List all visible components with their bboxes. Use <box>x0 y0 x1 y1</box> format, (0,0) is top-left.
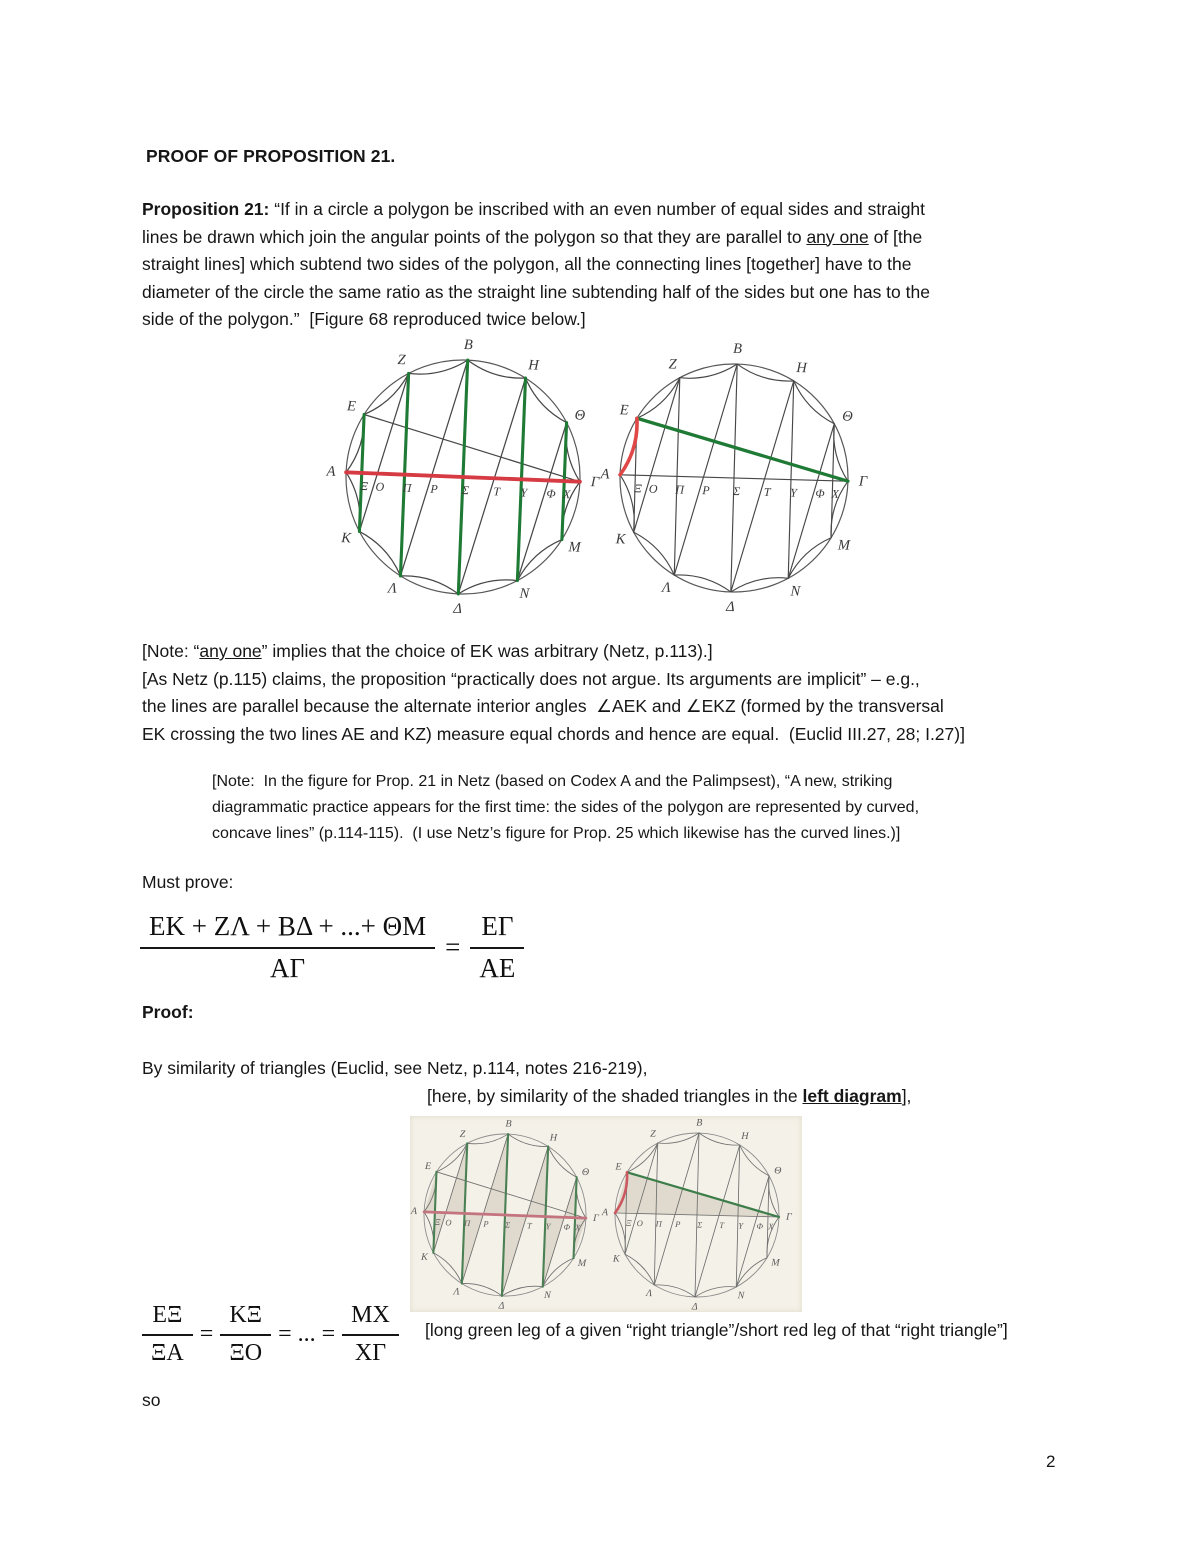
svg-text:E: E <box>619 402 629 419</box>
page-title: PROOF OF PROPOSITION 21. <box>146 146 396 166</box>
svg-text:Φ: Φ <box>815 486 825 501</box>
proposition-line: side of the polygon.” [Figure 68 reproduced twice below.] <box>142 309 586 330</box>
svg-text:B: B <box>463 336 474 354</box>
svg-text:Ξ: Ξ <box>625 1217 632 1228</box>
ratio-chain-equation <box>142 1301 399 1368</box>
svg-text:H: H <box>741 1130 749 1143</box>
svg-text:O: O <box>375 479 385 494</box>
note-paragraph <box>142 638 965 748</box>
svg-text:T: T <box>719 1220 725 1231</box>
svg-text:Σ: Σ <box>461 482 470 498</box>
fraction-denominator: ΧΓ <box>342 1334 399 1368</box>
svg-text:Z: Z <box>668 356 677 373</box>
fraction-denominator: ΑΕ <box>470 947 524 985</box>
svg-text:B: B <box>696 1117 703 1129</box>
svg-text:T: T <box>526 1220 532 1231</box>
fraction <box>220 1301 271 1368</box>
proposition-paragraph <box>142 196 930 334</box>
svg-text:Θ: Θ <box>581 1166 590 1179</box>
fraction <box>142 1301 193 1368</box>
svg-text:Y: Y <box>545 1221 551 1232</box>
svg-text:E: E <box>346 398 357 415</box>
svg-text:Σ: Σ <box>697 1219 703 1230</box>
svg-text:X: X <box>562 487 571 502</box>
page-number: 2 <box>1046 1452 1056 1471</box>
proof-label: Proof: <box>142 1002 194 1022</box>
so-label: so <box>142 1390 161 1410</box>
svg-text:M: M <box>771 1257 780 1269</box>
fraction-numerator: ΚΞ <box>229 1302 263 1328</box>
svg-text:X: X <box>831 486 840 501</box>
proposition-line: Proposition 21: “If in a circle a polygon be inscribed with an even number of equal sides and straight <box>142 199 926 219</box>
svg-text:Z: Z <box>650 1128 656 1140</box>
svg-text:K: K <box>615 531 626 548</box>
svg-text:Π: Π <box>675 482 685 497</box>
svg-text:Φ: Φ <box>563 1221 571 1233</box>
fraction-numerator: ΕΚ + ΖΛ + ΒΔ + ...+ ΘΜ <box>149 911 427 941</box>
svg-text:Λ: Λ <box>645 1287 653 1300</box>
svg-text:M: M <box>568 539 581 556</box>
svg-text:E: E <box>615 1161 622 1173</box>
svg-text:Δ: Δ <box>453 600 463 618</box>
underlined-any-one: any one <box>806 226 869 247</box>
svg-text:O: O <box>648 481 658 496</box>
svg-text:Δ: Δ <box>725 598 735 616</box>
figure-68-lower-left-shaded <box>410 1118 600 1312</box>
svg-text:Π: Π <box>402 480 412 495</box>
svg-text:Σ: Σ <box>504 1219 511 1230</box>
fraction <box>342 1301 399 1368</box>
note-line: concave lines” (p.114-115). (I use Netz’s figure for Prop. 25 which likewise has the curved lines.)] <box>212 824 901 842</box>
svg-text:X: X <box>574 1222 581 1233</box>
note-line: [Note: “any one” implies that the choice of EK was arbitrary (Netz, p.113).] <box>142 641 713 661</box>
svg-text:Λ: Λ <box>387 580 398 597</box>
indented-note-paragraph <box>212 769 919 846</box>
svg-text:Θ: Θ <box>774 1165 782 1177</box>
fraction-numerator: ΕΞ <box>152 1302 183 1328</box>
proposition-line: straight lines] which subtend two sides of the polygon, all the connecting lines [together] have to the <box>142 254 912 275</box>
svg-text:P: P <box>702 483 710 498</box>
svg-text:H: H <box>527 357 540 374</box>
fraction-numerator: ΕΓ <box>481 911 514 941</box>
svg-text:Y: Y <box>520 485 528 500</box>
note-line: [Note: In the figure for Prop. 21 in Netz (based on Codex A and the Palimpsest), “A new, striking <box>212 773 893 790</box>
note-line: [As Netz (p.115) claims, the proposition “practically does not argue. Its arguments are implicit” – e.g., <box>142 668 920 689</box>
must-prove-label: Must prove: <box>142 872 234 892</box>
svg-text:T: T <box>763 484 771 500</box>
svg-text:A: A <box>601 1207 609 1219</box>
svg-text:N: N <box>543 1289 551 1302</box>
svg-text:Λ: Λ <box>661 579 672 596</box>
note-line: the lines are parallel because the alternate interior angles ∠AEK and ∠EKZ (formed by the transversal <box>142 696 944 717</box>
figure-68-lower-right-shaded <box>601 1117 798 1313</box>
svg-text:H: H <box>796 359 808 377</box>
svg-text:E: E <box>424 1160 432 1173</box>
svg-text:Π: Π <box>655 1218 662 1229</box>
note-line: diagrammatic practice appears for the first time: the sides of the polygon are represented by curved, <box>212 798 920 816</box>
svg-text:Z: Z <box>397 351 406 369</box>
fraction-denominator: ΑΓ <box>140 947 435 985</box>
fraction <box>140 910 435 985</box>
svg-text:B: B <box>505 1118 512 1130</box>
svg-text:Γ: Γ <box>858 473 868 490</box>
svg-text:A: A <box>410 1205 418 1218</box>
svg-text:O: O <box>636 1218 643 1229</box>
svg-text:P: P <box>483 1218 489 1229</box>
svg-text:Y: Y <box>738 1220 744 1231</box>
svg-text:K: K <box>420 1251 429 1264</box>
svg-text:Ξ: Ξ <box>633 481 642 496</box>
svg-text:Z: Z <box>459 1128 466 1141</box>
svg-text:A: A <box>600 466 610 483</box>
svg-text:Θ: Θ <box>842 408 853 425</box>
svg-text:K: K <box>340 530 352 547</box>
figure-68-upper-right <box>600 340 886 618</box>
legend-note: [long green leg of a given “right triangle”/short red leg of that “right triangle”] <box>425 1320 1008 1340</box>
svg-text:Ξ: Ξ <box>360 478 369 494</box>
svg-text:M: M <box>837 537 851 554</box>
svg-text:N: N <box>737 1290 745 1302</box>
proposition-line: diameter of the circle the same ratio as the straight line subtending half of the sides but one has to the <box>142 281 930 302</box>
svg-text:Y: Y <box>790 485 798 500</box>
svg-text:Θ: Θ <box>574 407 586 424</box>
svg-text:A: A <box>326 463 336 480</box>
svg-text:Σ: Σ <box>732 483 741 499</box>
equals-ellipsis: = ... = <box>278 1321 336 1347</box>
svg-text:Ξ: Ξ <box>434 1216 441 1228</box>
svg-text:B: B <box>732 340 743 358</box>
figure-68-upper-left <box>326 336 612 618</box>
svg-text:P: P <box>430 481 439 496</box>
proposition-label: Proposition 21: <box>142 199 270 219</box>
underlined-any-one: any one <box>199 641 262 661</box>
svg-text:Δ: Δ <box>691 1301 698 1313</box>
svg-text:Δ: Δ <box>498 1300 505 1312</box>
svg-text:N: N <box>519 585 530 603</box>
fraction <box>470 910 524 985</box>
note-line: EK crossing the two lines AE and KZ) measure equal chords and hence are equal. (Euclid III.27, 28; I.27)] <box>142 723 965 744</box>
svg-text:Φ: Φ <box>756 1220 764 1232</box>
left-diagram-emphasis: left diagram <box>802 1086 902 1106</box>
similarity-line-2: [here, by similarity of the shaded triangles in the left diagram], <box>427 1086 912 1106</box>
fraction-numerator: ΜΧ <box>351 1302 390 1328</box>
svg-text:N: N <box>790 583 801 600</box>
svg-text:O: O <box>445 1217 452 1228</box>
svg-text:K: K <box>612 1253 620 1265</box>
svg-text:Γ: Γ <box>785 1211 792 1223</box>
fraction-denominator: ΞΟ <box>220 1334 271 1368</box>
svg-text:Φ: Φ <box>546 486 556 501</box>
svg-text:M: M <box>577 1257 587 1270</box>
svg-text:Λ: Λ <box>453 1286 460 1298</box>
equals-sign: = <box>445 932 461 962</box>
svg-text:H: H <box>549 1132 558 1144</box>
svg-text:Π: Π <box>463 1217 471 1229</box>
svg-text:P: P <box>675 1218 681 1230</box>
proposition-line: lines be drawn which join the angular points of the polygon so that they are parallel to any one of [the <box>142 226 923 247</box>
svg-text:X: X <box>768 1221 774 1232</box>
svg-text:T: T <box>493 484 501 499</box>
svg-text:Γ: Γ <box>590 474 600 491</box>
must-prove-equation <box>140 910 524 985</box>
svg-text:Γ: Γ <box>592 1212 599 1225</box>
fraction-denominator: ΞΑ <box>142 1334 193 1368</box>
equals-sign: = <box>199 1321 214 1347</box>
similarity-line: By similarity of triangles (Euclid, see Netz, p.114, notes 216-219), <box>142 1058 648 1078</box>
